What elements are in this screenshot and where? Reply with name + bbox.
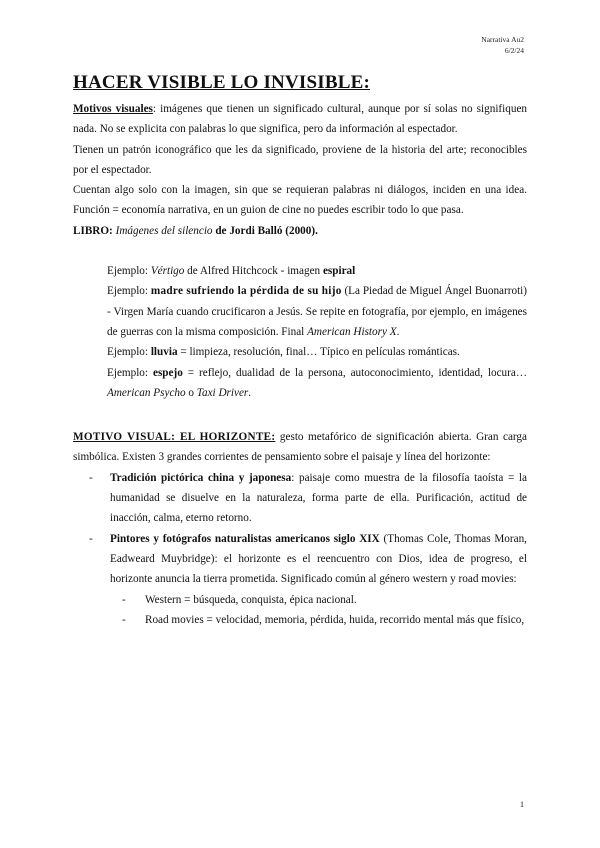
- paragraph-cuentan: Cuentan algo solo con la imagen, sin que se requieran palabras ni diálogos, inciden en una idea. Función = economía narrativa, en un guion de cine no puedes escribir todo lo que pasa.: [73, 184, 527, 217]
- paragraph-motivos: Motivos visuales: imágenes que tienen un significado cultural, aunque por sí solas no signifiquen nada. No se explicita con palabras lo que significa, pero da información al espectador.: [73, 103, 528, 136]
- dash-marker: -: [89, 532, 93, 545]
- book-title: Imágenes del silencio: [115, 224, 213, 237]
- section-title: MOTIVO VISUAL: EL HORIZONTE:: [73, 431, 276, 444]
- dash-marker: -: [122, 613, 126, 626]
- dash-marker: -: [89, 471, 93, 484]
- horizonte-list: [73, 468, 527, 630]
- example-madre: Ejemplo: madre sufriendo la pérdida de su hijo (La Piedad de Miguel Ángel Buonarroti) - Virgen María cuando crucificaron a Jesús. Se repite en fotografía, por ejemplo, en imágenes de guerras con la misma composición. Final American History X.: [107, 285, 528, 338]
- document-title: HACER VISIBLE LO INVISIBLE:: [73, 72, 371, 93]
- document-body: [73, 99, 527, 630]
- list-item: - Tradición pictórica china y japonesa: paisaje como muestra de la filosofía taoísta = la humanidad se disuelve en la naturaleza, forma parte de ella. Purificación, actitud de inacción, calma, eterno retorno.: [73, 468, 527, 529]
- term-motivos-visuales: Motivos visuales: [73, 103, 153, 115]
- example-vertigo: Ejemplo: Vértigo de Alfred Hitchcock - imagen espiral: [107, 265, 356, 278]
- sub-list-item: - Road movies = velocidad, memoria, pérdida, huida, recorrido mental más que físico,: [110, 610, 527, 630]
- paragraph-libro: LIBRO: Imágenes del silencio de Jordi Balló (2000).: [73, 224, 318, 237]
- section-horizonte: MOTIVO VISUAL: EL HORIZONTE: gesto metafórico de significación abierta. Gran carga simbólica. Existen 3 grandes corrientes de pensamiento sobre el paisaje y línea del horizonte:: [73, 431, 527, 464]
- example-lluvia: Ejemplo: lluvia = limpieza, resolución, final… Típico en películas románticas.: [107, 346, 460, 359]
- example-espejo: Ejemplo: espejo = reflejo, dualidad de la persona, autoconocimiento, identidad, locura… American Psycho o Taxi Driver.: [107, 366, 528, 399]
- examples-block: [107, 261, 527, 403]
- page-header: [481, 34, 524, 56]
- paragraph-patron: Tienen un patrón iconográfico que les da significado, proviene de la historia del arte; reconocibles por el espectador.: [73, 143, 527, 176]
- header-date: 6/2/24: [504, 46, 524, 55]
- sub-list-item: - Western = búsqueda, conquista, épica nacional.: [110, 590, 527, 610]
- list-item: - Pintores y fotógrafos naturalistas americanos siglo XIX (Thomas Cole, Thomas Moran, Eadweard Muybridge): el horizonte es el reencuentro con Dios, idea de progreso, el horizonte anuncia la tierra prometida. Significado común al género western y road movies: - Western = búsqueda, conquista, épica nacional. - Road movies = velocidad, memoria, pérdida, huida, recorrido mental más que físico,: [73, 529, 527, 630]
- page-number: 1: [520, 800, 524, 809]
- sub-list: [110, 590, 527, 631]
- header-course: Narrativa Au2: [481, 35, 524, 44]
- dash-marker: -: [122, 593, 126, 606]
